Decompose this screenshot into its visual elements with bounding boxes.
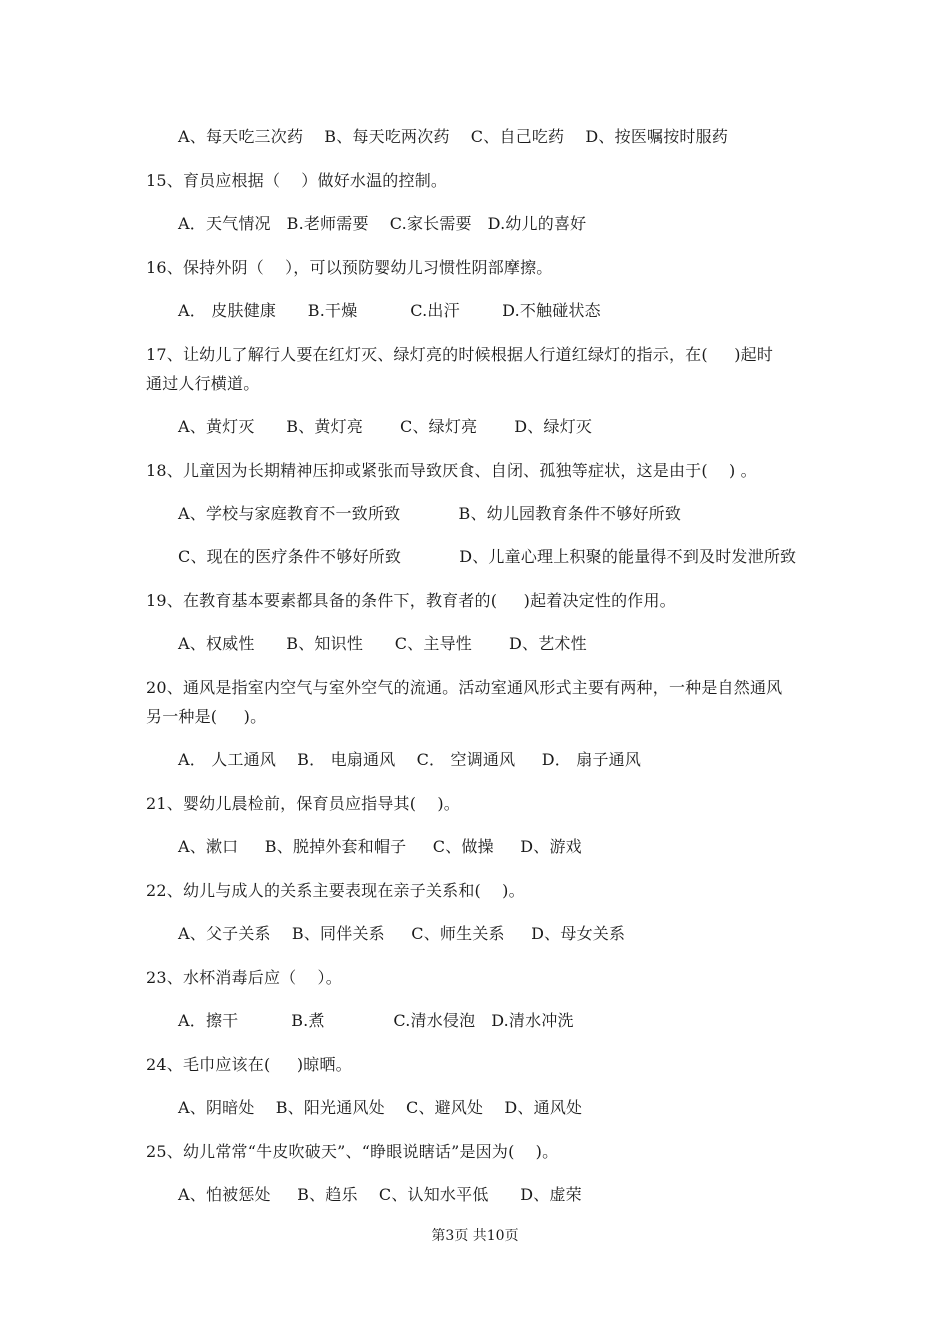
question-text: 18、儿童因为长期精神压抑或紧张而导致厌食、自闭、孤独等症状，这是由于( ) 。: [146, 461, 757, 480]
question-text: 15、育员应根据（ ）做好水温的控制。: [146, 171, 448, 190]
answer-options: A、漱口 B、脱掉外套和帽子 C、做操 D、游戏: [178, 837, 582, 856]
question-text: 通过人行横道。: [146, 374, 260, 393]
question-text: 另一种是( )。: [146, 707, 267, 726]
answer-options: A．天气情况 B.老师需要 C.家长需要 D.幼儿的喜好: [178, 214, 587, 233]
question-text: 20、通风是指室内空气与室外空气的流通。活动室通风形式主要有两种，一种是自然通风: [146, 678, 783, 697]
answer-options: A． 皮肤健康 B.干燥 C.出汗 D.不触碰状态: [178, 301, 601, 320]
answer-options: A、怕被惩处 B、趋乐 C、认知水平低 D、虚荣: [178, 1185, 582, 1204]
answer-options: A、学校与家庭教育不一致所致 B、幼儿园教育条件不够好所致: [178, 504, 682, 523]
page-footer: 第3页 共10页: [431, 1228, 519, 1244]
answer-options: C、现在的医疗条件不够好所致 D、儿童心理上积聚的能量得不到及时发泄所致: [178, 547, 797, 566]
answer-options: A、每天吃三次药 B、每天吃两次药 C、自己吃药 D、按医嘱按时服药: [178, 127, 729, 146]
question-text: 19、在教育基本要素都具备的条件下，教育者的( )起着决定性的作用。: [146, 591, 676, 610]
answer-options: A、黄灯灭 B、黄灯亮 C、绿灯亮 D、绿灯灭: [178, 417, 593, 436]
answer-options: A、权威性 B、知识性 C、主导性 D、艺术性: [178, 634, 587, 653]
question-text: 23、水杯消毒后应（ ）。: [146, 968, 342, 987]
question-text: 21、婴幼儿晨检前，保育员应指导其( )。: [146, 794, 460, 813]
answer-options: A、阴暗处 B、阳光通风处 C、避风处 D、通风处: [178, 1098, 583, 1117]
question-text: 24、毛巾应该在( )晾晒。: [146, 1055, 352, 1074]
question-text: 17、让幼儿了解行人要在红灯灭、绿灯亮的时候根据人行道红绿灯的指示，在( )起时: [146, 345, 774, 364]
question-text: 25、幼儿常常“牛皮吹破天”、“睁眼说瞎话”是因为( )。: [146, 1142, 559, 1161]
question-text: 16、保持外阴（ ），可以预防婴幼儿习惯性阴部摩擦。: [146, 258, 553, 277]
answer-options: A．擦干 B.煮 C.清水侵泡 D.清水冲洗: [178, 1011, 574, 1030]
question-text: 22、幼儿与成人的关系主要表现在亲子关系和( )。: [146, 881, 525, 900]
answer-options: A． 人工通风 B． 电扇通风 C． 空调通风 D． 扇子通风: [178, 750, 642, 769]
answer-options: A、父子关系 B、同伴关系 C、师生关系 D、母女关系: [178, 924, 626, 943]
